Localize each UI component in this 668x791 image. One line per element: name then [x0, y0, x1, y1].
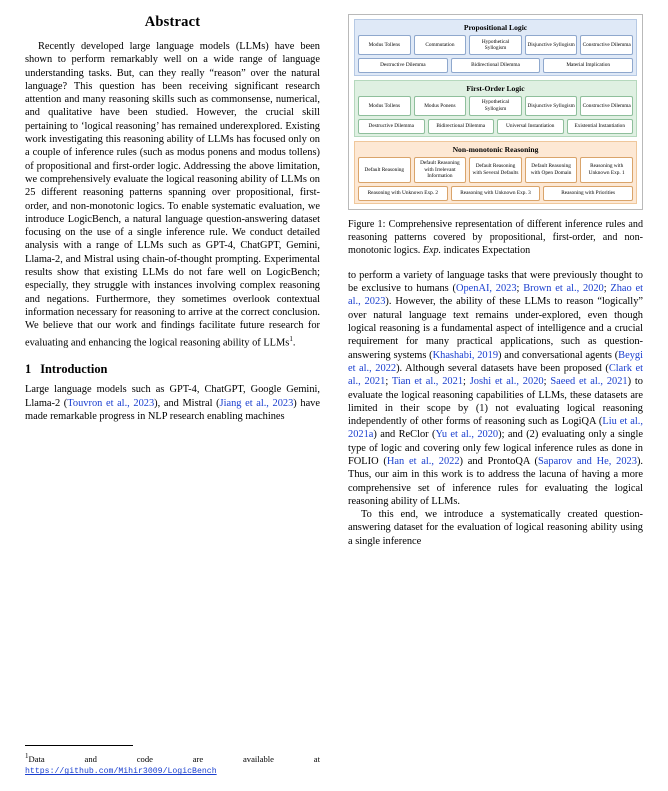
- figure-cell: Default Reasoning: [358, 157, 411, 183]
- citation-zhao[interactable]: Zhao et al., 2023: [348, 283, 643, 308]
- figure-row: [358, 58, 633, 73]
- figure-caption-tail: indicates Expectation: [441, 244, 531, 256]
- rp1-post: ). However, the ability of these LLMs to reason “logically” over natural language text remains under-explored, even though logical reasoning is a fundamental aspect of intelligence and a crucial requirement for many practical applications, such as question-answering systems (: [348, 296, 643, 361]
- citation-touvron[interactable]: Touvron et al., 2023: [67, 397, 155, 409]
- citation-saparov[interactable]: Saparov and He, 2023: [538, 456, 637, 467]
- citation-clark[interactable]: Clark et al., 2021: [348, 362, 643, 388]
- figure-cell: Bidirectional Dilemma: [428, 119, 495, 134]
- figure-cell: Modus Ponens: [414, 96, 467, 116]
- figure-section-title: Non-monotonic Reasoning: [452, 144, 539, 154]
- citation-joshi[interactable]: Joshi et al., 2020: [469, 376, 544, 388]
- footnote-text: Data and code are available at: [28, 753, 320, 764]
- abstract-heading: Abstract: [144, 14, 201, 30]
- citation-khashabi[interactable]: Khashabi, 2019: [432, 349, 499, 361]
- rp1-post7: ) to evaluate the logical reasoning capabilities of LLMs, these datasets are limited in their scope by (1) not evaluating logical reasoning independently of other forms of reasoning such as LogiQA (: [348, 376, 644, 428]
- figure-caption: [348, 218, 643, 257]
- rp1-post2: ) and conversational agents (: [498, 349, 619, 361]
- citation-brown[interactable]: Brown et al., 2020: [523, 283, 604, 295]
- figure-cell: Commutation: [414, 35, 467, 55]
- figure-cell: Universal Instantiation: [497, 119, 564, 134]
- figure-cell: Hypothetical Syllogism: [469, 35, 522, 55]
- right-column: [348, 14, 643, 548]
- right-paragraph-2: To this end, we introduce a systematically created question-answering dataset for the evaluation of logical reasoning ability using a single inference: [348, 509, 643, 547]
- footnote-marker: 1: [25, 752, 29, 760]
- figure-section-propositional-logic: [354, 19, 637, 76]
- left-column: [25, 14, 320, 777]
- rp1-mid1: ;: [516, 283, 524, 295]
- figure-cell: Modus Tollens: [358, 96, 411, 116]
- citation-saeed[interactable]: Saeed et al., 2021: [550, 376, 628, 388]
- footnote-link[interactable]: https://github.com/Mihir3009/LogicBench: [25, 767, 217, 777]
- citation-beygi[interactable]: Beygi et al., 2022: [348, 349, 643, 374]
- figure-cell: Destructive Dilemma: [358, 58, 448, 73]
- figure-row: [358, 96, 633, 116]
- figure-1: [348, 14, 643, 210]
- citation-yu[interactable]: Yu et al., 2020: [435, 429, 499, 441]
- figure-cell: Hypothetical Syllogism: [469, 96, 522, 116]
- figure-cell: Modus Tollens: [358, 35, 411, 55]
- figure-cell: Reasoning with Unknown Exp. 3: [451, 186, 541, 201]
- rp1-post9: ); and (2) evaluating only a single type of logic and covering only few logical inference rules as done in FOLIO (: [348, 429, 643, 467]
- figure-cell: Material Implication: [543, 58, 633, 73]
- figure-cell: Bidirectional Dilemma: [451, 58, 541, 73]
- figure-cell: Destructive Dilemma: [358, 119, 425, 134]
- figure-caption-text: Comprehensive representation of different inference rules and reasoning patterns covered by propositional, first-order, and non-monotonic logics.: [348, 218, 643, 256]
- section-heading-introduction: [25, 362, 320, 377]
- rp1-post4: ;: [385, 376, 392, 388]
- rp1-post6: ;: [543, 376, 551, 388]
- footnote: [25, 751, 320, 778]
- figure-section-title: First-Order Logic: [466, 83, 525, 93]
- citation-han[interactable]: Han et al., 2022: [386, 456, 460, 467]
- figure-cell: Constructive Dilemma: [580, 35, 633, 55]
- intro-paragraph: [25, 383, 320, 423]
- rp1-post5: ;: [463, 376, 470, 388]
- figure-cell: Disjunctive Syllogism: [525, 35, 578, 55]
- intro-text-2: ), and Mistral (: [154, 397, 220, 409]
- rp1-post11: ). Thus, our aim in this work is to address the lacuna of having a more comprehensive set of inference rules for evaluating the logical reasoning ability of LLMs.: [348, 456, 644, 507]
- figure-cell: Default Reasoning with Irrelevant Information: [414, 157, 467, 183]
- figure-row: [358, 186, 633, 201]
- figure-cell: Default Reasoning with Several Defaults: [469, 157, 522, 183]
- figure-row: [358, 35, 633, 55]
- figure-cell: Existential Instantiation: [567, 119, 634, 134]
- rp1-pre: to perform a variety of language tasks that were previously thought to be exclusive to humans (: [348, 269, 643, 295]
- figure-cell: Reasoning with Priorities: [543, 186, 633, 201]
- figure-section-title: Propositional Logic: [463, 23, 528, 32]
- figure-row: [358, 119, 633, 134]
- right-paragraph-1: [348, 269, 643, 508]
- rp1-post3: ). Although several datasets have been proposed (: [396, 362, 609, 374]
- figure-cell: Constructive Dilemma: [580, 96, 633, 116]
- citation-liu[interactable]: Liu et al., 2021a: [348, 416, 643, 441]
- figure-cell: Disjunctive Syllogism: [525, 96, 578, 116]
- rp1-post10: ) and ProntoQA (: [459, 456, 539, 467]
- abstract-text: Recently developed large language models (LLMs) have been shown to perform remarkably well on a wide range of language understanding tasks. But, can they really “reason” over the natural language? This question has been receiving significant research attention and many reasoning skills such as commonsense, numerical, and qualitative have been studied. However, the crucial skill pertaining to ‘logical reasoning’ has remained underexplored. Existing work investigating this reasoning ability of LLMs has focused only on a couple of inference rules (such as modus ponens and modus tollens) of propositional and first-order logic. Addressing the above limitation, we comprehensively evaluate the logical reasoning ability of LLMs on 25 different reasoning patterns spanning over propositional, first-order, and non-monotonic logics. To enable systematic evaluation, we introduce LogicBench, a natural language question-answering dataset focusing on the use of a single inference rule. We conduct detailed analysis with a range of LLMs such as GPT-4, ChatGPT, Gemini, Llama-2, and Mistral using chain-of-thought prompting. Experimental results show that existing LLMs do not fare well on LogicBench; especially, they struggle with instances involving complex reasoning and negations. Furthermore, they sometimes overlook contextual information necessary for reasoning to arrive at the correct conclusion. We believe that our work and findings facilitate future research for evaluating and enhancing the logical reasoning ability of LLMs: [25, 41, 320, 348]
- section-title: Introduction: [40, 362, 108, 377]
- rp1-mid2: ;: [603, 283, 611, 295]
- rp1-post8: ) and ReClor (: [373, 429, 436, 441]
- citation-tian[interactable]: Tian et al., 2021: [391, 376, 464, 388]
- figure-cell: Reasoning with Unknown Exp. 1: [580, 157, 633, 183]
- figure-section-non-monotonic-reasoning: [354, 141, 637, 204]
- footnote-area: [25, 735, 320, 778]
- citation-openai[interactable]: OpenAI, 2023: [455, 283, 517, 295]
- section-number: 1: [25, 362, 32, 377]
- figure-caption-italic: Exp.: [422, 244, 442, 256]
- abstract-paragraph: Recently developed large language models (LLMs) have been shown to perform remarkably well on a wide range of language understanding tasks. But, can they really “reason” over the natural language? This question has been receiving significant research attention and many reasoning skills such as commonsense, numerical, and qualitative have been studied. However, the crucial skill pertaining to ‘logical reasoning’ has remained underexplored. Existing work investigating this reasoning ability of LLMs has focused only on a couple of inference rules (such as modus ponens and modus tollens) of propositional and first-order logic. Addressing the above limitation, we comprehensively evaluate the logical reasoning ability of LLMs on 25 different reasoning patterns spanning over propositional, first-order, and non-monotonic logics. To enable systematic evaluation, we introduce LogicBench, a natural language question-answering dataset focusing on the use of a single inference rule. We conduct detailed analysis with a range of LLMs such as GPT-4, ChatGPT, Gemini, Llama-2, and Mistral using chain-of-thought prompting. Experimental results show that existing LLMs do not fare well on LogicBench; especially, they struggle with instances involving complex reasoning and negations. Furthermore, they sometimes overlook contextual information necessary for reasoning to arrive at the correct conclusion. We believe that our work and findings facilitate future research for evaluating and enhancing the logical reasoning ability of LLMs$^1$.: [25, 41, 320, 348]
- figure-row: [358, 157, 633, 183]
- citation-jiang[interactable]: Jiang et al., 2023: [219, 397, 294, 409]
- intro-text-1: Large language models such as GPT-4, ChatGPT, Google Gemini, Llama-2 (: [25, 384, 320, 409]
- figure-cell: Default Reasoning with Open Domain: [525, 157, 578, 183]
- footnote-divider: [25, 745, 133, 746]
- figure-caption-label: Figure 1:: [348, 218, 386, 230]
- intro-text-3: ) have made remarkable progress in NLP research enabling machines: [25, 397, 320, 422]
- figure-section-first-order-logic: [354, 80, 637, 137]
- abstract-footnote-marker: 1: [289, 334, 293, 343]
- figure-cell: Reasoning with Unknown Exp. 2: [358, 186, 448, 201]
